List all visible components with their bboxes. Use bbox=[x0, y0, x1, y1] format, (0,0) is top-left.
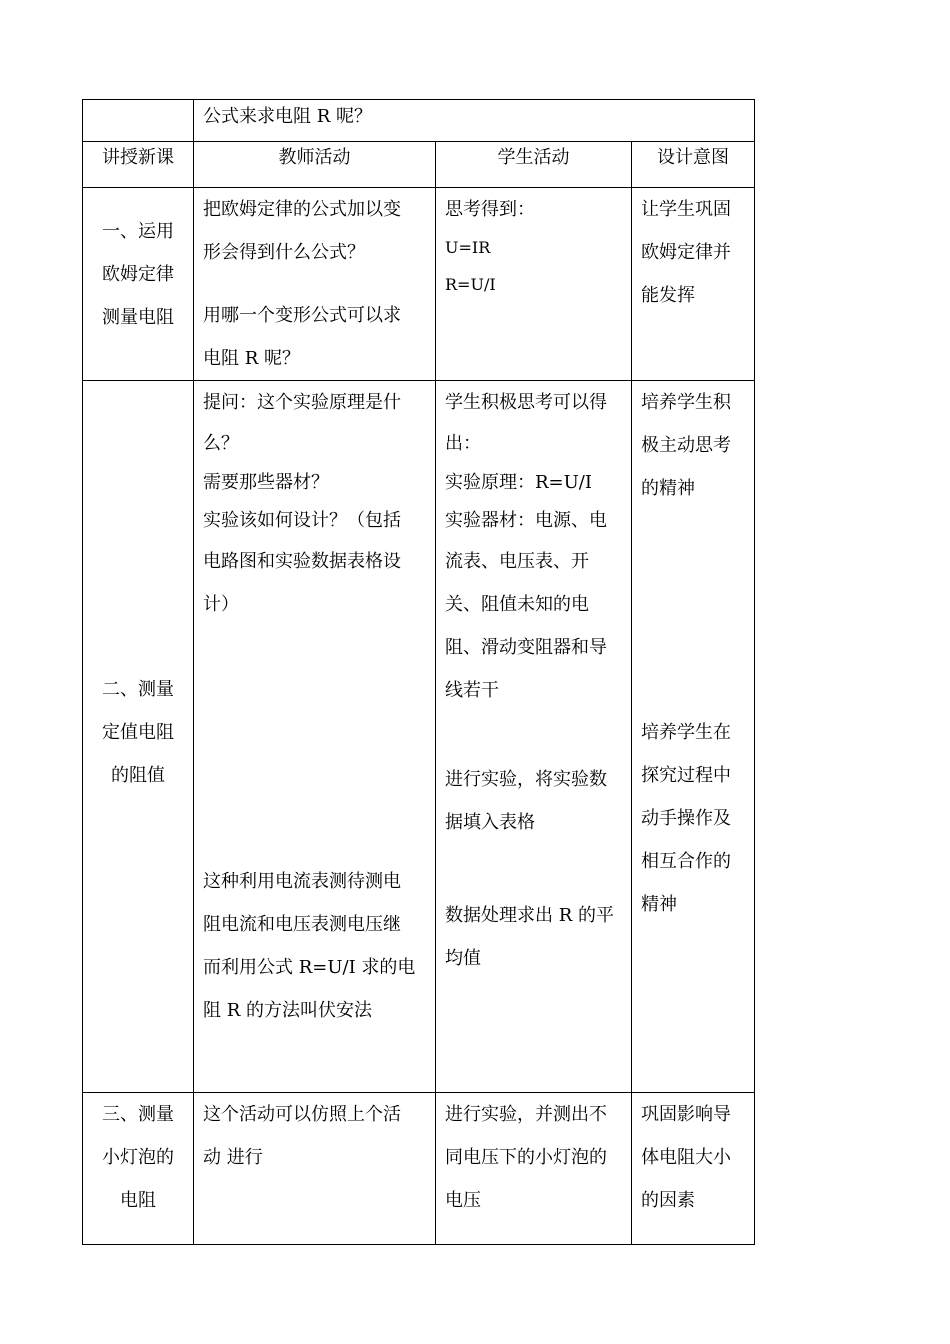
student-line: 同电压下的小灯泡的 bbox=[445, 1147, 607, 1168]
section-title-line: 定值电阻 bbox=[102, 722, 174, 743]
header-row bbox=[83, 142, 755, 188]
design-intent-cell bbox=[632, 1093, 755, 1245]
teacher-line: 把欧姆定律的公式加以变 bbox=[203, 199, 401, 220]
teacher-line: 用哪一个变形公式可以求 bbox=[203, 305, 401, 326]
teacher-line: 形会得到什么公式？ bbox=[203, 242, 365, 263]
teacher-line: 动 进行 bbox=[203, 1147, 263, 1168]
header-label: 设计意图 bbox=[657, 147, 730, 168]
header-label: 教师活动 bbox=[278, 147, 351, 168]
student-line: 进行实验，并测出不 bbox=[445, 1104, 607, 1125]
section-title-cell bbox=[83, 381, 194, 1093]
teacher-line: 实验该如何设计？（包括 bbox=[203, 510, 401, 531]
intent-line: 的因素 bbox=[641, 1190, 695, 1211]
intent-line: 精神 bbox=[641, 894, 677, 915]
student-line: 实验原理：R=U/I bbox=[445, 472, 592, 493]
section-title-line: 二、测量 bbox=[102, 679, 174, 700]
continuation-text: 公式来求电阻 R 呢？ bbox=[203, 106, 372, 127]
intent-line: 欧姆定律并 bbox=[641, 242, 731, 263]
student-line: 思考得到： bbox=[445, 199, 535, 220]
intent-line: 的精神 bbox=[641, 478, 695, 499]
section-title-line: 的阻值 bbox=[111, 765, 165, 786]
section-title-line: 测量电阻 bbox=[102, 307, 174, 328]
teacher-activity-cell bbox=[194, 1093, 436, 1245]
section-title-line: 一、运用 bbox=[102, 221, 174, 242]
design-intent-cell bbox=[632, 188, 755, 381]
header-cell bbox=[436, 142, 632, 188]
section-title-cell bbox=[83, 1093, 194, 1245]
student-line: 进行实验，将实验数 bbox=[445, 769, 607, 790]
student-activity-cell bbox=[436, 188, 632, 381]
continuation-cell bbox=[194, 100, 755, 142]
student-line: 阻、滑动变阻器和导 bbox=[445, 637, 607, 658]
section-title-line: 小灯泡的 bbox=[102, 1147, 174, 1168]
student-line: 均值 bbox=[445, 948, 481, 969]
intent-line: 体电阻大小 bbox=[641, 1147, 731, 1168]
intent-line: 极主动思考 bbox=[641, 435, 731, 456]
teacher-line: 阻 R 的方法叫伏安法 bbox=[203, 1000, 372, 1021]
teacher-line: 计） bbox=[203, 594, 239, 615]
student-activity-cell bbox=[436, 1093, 632, 1245]
student-line: 数据处理求出 R 的平 bbox=[445, 905, 614, 926]
student-line: 出： bbox=[445, 433, 481, 454]
section-row bbox=[83, 188, 755, 381]
intent-line: 能发挥 bbox=[641, 285, 695, 306]
continuation-row bbox=[83, 100, 755, 142]
student-line: 电压 bbox=[445, 1190, 481, 1211]
intent-line: 培养学生在 bbox=[641, 722, 731, 743]
teacher-line: 而利用公式 R=U/I 求的电 bbox=[203, 957, 416, 978]
section-row bbox=[83, 381, 755, 1093]
teacher-line: 么？ bbox=[203, 433, 239, 454]
student-line: 流表、电压表、开 bbox=[445, 551, 589, 572]
intent-line: 探究过程中 bbox=[641, 765, 731, 786]
formula-line: R=U/I bbox=[445, 275, 496, 294]
formula-line: U=IR bbox=[445, 238, 491, 257]
student-activity-cell bbox=[436, 381, 632, 1093]
student-line: 学生积极思考可以得 bbox=[445, 392, 607, 413]
teacher-line: 这个活动可以仿照上个活 bbox=[203, 1104, 401, 1125]
intent-line: 相互合作的 bbox=[641, 851, 731, 872]
section-row bbox=[83, 1093, 755, 1245]
header-label: 学生活动 bbox=[497, 147, 570, 168]
intent-line: 让学生巩固 bbox=[641, 199, 731, 220]
teacher-activity-cell bbox=[194, 381, 436, 1093]
header-cell bbox=[632, 142, 755, 188]
teacher-line: 这种利用电流表测待测电 bbox=[203, 871, 401, 892]
teacher-activity-cell bbox=[194, 188, 436, 381]
header-cell bbox=[83, 142, 194, 188]
student-line: 实验器材：电源、电 bbox=[445, 510, 607, 531]
lesson-plan-table bbox=[82, 99, 755, 1245]
student-line: 据填入表格 bbox=[445, 812, 535, 833]
header-cell bbox=[194, 142, 436, 188]
teacher-line: 阻电流和电压表测电压继 bbox=[203, 914, 401, 935]
teacher-line: 电路图和实验数据表格设 bbox=[203, 551, 401, 572]
teacher-line: 电阻 R 呢？ bbox=[203, 348, 300, 369]
section-title-line: 三、测量 bbox=[102, 1104, 174, 1125]
section-title-line: 欧姆定律 bbox=[102, 264, 174, 285]
teacher-line bbox=[203, 274, 426, 294]
intent-line: 巩固影响导 bbox=[641, 1104, 731, 1125]
section-title-line: 电阻 bbox=[120, 1190, 156, 1211]
student-line: 线若干 bbox=[445, 680, 499, 701]
student-line: 关、阻值未知的电 bbox=[445, 594, 589, 615]
header-label: 讲授新课 bbox=[102, 147, 174, 168]
design-intent-cell bbox=[632, 381, 755, 1093]
intent-line: 动手操作及 bbox=[641, 808, 731, 829]
intent-line: 培养学生积 bbox=[641, 392, 731, 413]
continuation-empty-cell bbox=[83, 100, 194, 142]
section-title-cell bbox=[83, 188, 194, 381]
teacher-line: 提问：这个实验原理是什 bbox=[203, 392, 401, 413]
teacher-line: 需要那些器材？ bbox=[203, 472, 329, 493]
